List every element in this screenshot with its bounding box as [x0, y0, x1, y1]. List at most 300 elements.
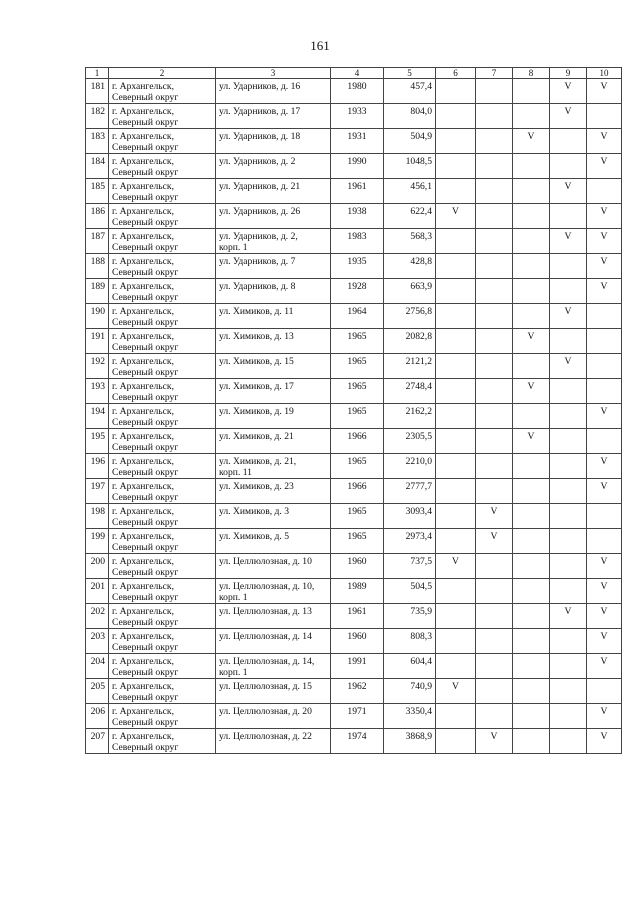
mark-cell-10	[587, 479, 622, 504]
area-cell	[384, 554, 436, 579]
area-cell-text: 3868,9	[405, 731, 432, 742]
row-number-cell	[86, 304, 109, 329]
year-cell	[331, 504, 384, 529]
mark-cell-6	[436, 329, 476, 354]
city-cell-text: Северный округ	[112, 567, 179, 578]
table-row	[86, 704, 622, 729]
city-cell-text: Северный округ	[112, 467, 179, 478]
row-number-cell-text: 192	[90, 356, 105, 367]
mark-cell-6	[436, 154, 476, 179]
row-number-cell	[86, 729, 109, 754]
mark-cell-10	[587, 504, 622, 529]
mark-cell-8	[513, 504, 550, 529]
address-cell	[216, 79, 331, 104]
mark-cell-9	[550, 379, 587, 404]
row-number-cell	[86, 429, 109, 454]
year-cell-text: 1964	[347, 306, 367, 317]
mark-cell-10-text: V	[600, 606, 608, 617]
row-number-cell	[86, 654, 109, 679]
mark-cell-9	[550, 629, 587, 654]
area-cell-text: 2756,8	[405, 306, 432, 317]
mark-cell-9-text: V	[564, 106, 572, 117]
mark-cell-6	[436, 629, 476, 654]
year-cell	[331, 554, 384, 579]
mark-cell-9	[550, 204, 587, 229]
address-cell-text: ул. Целлюлозная, д. 14,	[219, 656, 315, 667]
mark-cell-10	[587, 579, 622, 604]
mark-cell-9	[550, 129, 587, 154]
year-cell-text: 1965	[347, 331, 367, 342]
mark-cell-8	[513, 279, 550, 304]
area-cell	[384, 254, 436, 279]
row-number-cell	[86, 329, 109, 354]
mark-cell-10	[587, 279, 622, 304]
area-cell	[384, 329, 436, 354]
address-cell	[216, 204, 331, 229]
address-cell	[216, 279, 331, 304]
year-cell	[331, 579, 384, 604]
mark-cell-10	[587, 304, 622, 329]
city-cell-text: Северный округ	[112, 142, 179, 153]
row-number-cell	[86, 479, 109, 504]
mark-cell-7	[476, 329, 513, 354]
year-cell	[331, 379, 384, 404]
city-cell-text: г. Архангельск,	[112, 256, 174, 267]
address-cell	[216, 154, 331, 179]
mark-cell-8	[513, 329, 550, 354]
city-cell-text: г. Архангельск,	[112, 306, 174, 317]
mark-cell-9-text: V	[564, 81, 572, 92]
city-cell-text: Северный округ	[112, 442, 179, 453]
year-cell-text: 1980	[347, 81, 367, 92]
city-cell-text: г. Архангельск,	[112, 281, 174, 292]
city-cell-text: г. Архангельск,	[112, 156, 174, 167]
address-cell	[216, 354, 331, 379]
mark-cell-8	[513, 204, 550, 229]
row-number-cell-text: 194	[90, 406, 105, 417]
mark-cell-7-text: V	[490, 531, 498, 542]
area-cell-text: 2305,5	[405, 431, 432, 442]
mark-cell-7	[476, 704, 513, 729]
row-number-cell	[86, 354, 109, 379]
mark-cell-7	[476, 679, 513, 704]
city-cell-text: Северный округ	[112, 617, 179, 628]
mark-cell-6	[436, 104, 476, 129]
mark-cell-6	[436, 379, 476, 404]
city-cell	[109, 104, 216, 129]
address-cell	[216, 629, 331, 654]
table-row	[86, 104, 622, 129]
mark-cell-9	[550, 679, 587, 704]
area-cell-text: 2121,2	[405, 356, 432, 367]
housing-table	[85, 67, 622, 754]
area-cell	[384, 654, 436, 679]
table-row	[86, 604, 622, 629]
city-cell	[109, 579, 216, 604]
mark-cell-6	[436, 404, 476, 429]
column-header: 8	[513, 68, 550, 79]
area-cell	[384, 529, 436, 554]
year-cell	[331, 229, 384, 254]
year-cell	[331, 604, 384, 629]
area-cell	[384, 679, 436, 704]
year-cell	[331, 129, 384, 154]
city-cell-text: г. Архангельск,	[112, 731, 174, 742]
address-cell	[216, 254, 331, 279]
row-number-cell-text: 202	[90, 606, 105, 617]
address-cell	[216, 704, 331, 729]
area-cell	[384, 404, 436, 429]
city-cell-text: Северный округ	[112, 167, 179, 178]
row-number-cell-text: 181	[90, 81, 105, 92]
address-cell-text: ул. Целлюлозная, д. 14	[219, 631, 312, 642]
city-cell-text: г. Архангельск,	[112, 481, 174, 492]
address-cell-text: ул. Химиков, д. 21	[219, 431, 294, 442]
address-cell	[216, 229, 331, 254]
mark-cell-10	[587, 79, 622, 104]
year-cell	[331, 154, 384, 179]
row-number-cell-text: 201	[90, 581, 105, 592]
row-number-cell-text: 184	[90, 156, 105, 167]
mark-cell-10-text: V	[600, 656, 608, 667]
mark-cell-10-text: V	[600, 481, 608, 492]
mark-cell-6	[436, 604, 476, 629]
row-number-cell	[86, 129, 109, 154]
mark-cell-10	[587, 104, 622, 129]
city-cell	[109, 354, 216, 379]
row-number-cell	[86, 629, 109, 654]
mark-cell-8-text: V	[527, 331, 535, 342]
mark-cell-9	[550, 479, 587, 504]
address-cell	[216, 504, 331, 529]
mark-cell-9	[550, 654, 587, 679]
year-cell	[331, 629, 384, 654]
area-cell-text: 2082,8	[405, 331, 432, 342]
mark-cell-8	[513, 629, 550, 654]
row-number-cell-text: 195	[90, 431, 105, 442]
city-cell-text: г. Архангельск,	[112, 331, 174, 342]
year-cell	[331, 104, 384, 129]
city-cell-text: Северный округ	[112, 542, 179, 553]
address-cell	[216, 404, 331, 429]
table-row	[86, 354, 622, 379]
mark-cell-8-text: V	[527, 131, 535, 142]
mark-cell-8	[513, 79, 550, 104]
area-cell	[384, 379, 436, 404]
mark-cell-10-text: V	[600, 131, 608, 142]
city-cell-text: г. Архангельск,	[112, 706, 174, 717]
mark-cell-10-text: V	[600, 456, 608, 467]
mark-cell-7	[476, 604, 513, 629]
year-cell	[331, 354, 384, 379]
address-cell-text: ул. Химиков, д. 5	[219, 531, 289, 542]
city-cell-text: Северный округ	[112, 742, 179, 753]
mark-cell-9	[550, 104, 587, 129]
address-cell-text: ул. Целлюлозная, д. 13	[219, 606, 312, 617]
row-number-cell	[86, 204, 109, 229]
mark-cell-8	[513, 479, 550, 504]
mark-cell-7	[476, 504, 513, 529]
city-cell-text: Северный округ	[112, 692, 179, 703]
mark-cell-7	[476, 179, 513, 204]
mark-cell-8	[513, 179, 550, 204]
address-cell-text: ул. Ударников, д. 17	[219, 106, 301, 117]
city-cell-text: г. Архангельск,	[112, 231, 174, 242]
mark-cell-6	[436, 554, 476, 579]
mark-cell-10	[587, 429, 622, 454]
mark-cell-7	[476, 729, 513, 754]
area-cell	[384, 79, 436, 104]
year-cell-text: 1990	[347, 156, 367, 167]
mark-cell-10	[587, 254, 622, 279]
area-cell	[384, 129, 436, 154]
mark-cell-6	[436, 704, 476, 729]
year-cell-text: 1935	[347, 256, 367, 267]
mark-cell-8	[513, 304, 550, 329]
mark-cell-6	[436, 729, 476, 754]
mark-cell-10	[587, 204, 622, 229]
table-row	[86, 429, 622, 454]
row-number-cell	[86, 529, 109, 554]
area-cell-text: 604,4	[410, 656, 432, 667]
mark-cell-7	[476, 654, 513, 679]
area-cell	[384, 304, 436, 329]
year-cell-text: 1961	[347, 181, 367, 192]
mark-cell-6	[436, 229, 476, 254]
area-cell	[384, 729, 436, 754]
year-cell-text: 1965	[347, 456, 367, 467]
address-cell-text: ул. Ударников, д. 26	[219, 206, 301, 217]
year-cell-text: 1938	[347, 206, 367, 217]
mark-cell-10-text: V	[600, 231, 608, 242]
row-number-cell	[86, 604, 109, 629]
year-cell	[331, 429, 384, 454]
city-cell	[109, 279, 216, 304]
city-cell	[109, 229, 216, 254]
area-cell	[384, 629, 436, 654]
mark-cell-7	[476, 354, 513, 379]
mark-cell-8	[513, 429, 550, 454]
area-cell	[384, 504, 436, 529]
area-cell-text: 3350,4	[405, 706, 432, 717]
table-row	[86, 229, 622, 254]
mark-cell-7	[476, 229, 513, 254]
mark-cell-6-text: V	[452, 556, 459, 567]
mark-cell-8	[513, 154, 550, 179]
city-cell-text: г. Архангельск,	[112, 431, 174, 442]
city-cell-text: г. Архангельск,	[112, 206, 174, 217]
table-row	[86, 579, 622, 604]
area-cell	[384, 479, 436, 504]
year-cell	[331, 529, 384, 554]
mark-cell-6	[436, 654, 476, 679]
address-cell-text: ул. Целлюлозная, д. 15	[219, 681, 312, 692]
mark-cell-6	[436, 79, 476, 104]
year-cell-text: 1962	[347, 681, 367, 692]
mark-cell-6	[436, 529, 476, 554]
row-number-cell-text: 188	[90, 256, 105, 267]
city-cell-text: г. Архангельск,	[112, 181, 174, 192]
mark-cell-10-text: V	[600, 156, 608, 167]
city-cell	[109, 429, 216, 454]
mark-cell-7-text: V	[490, 731, 498, 742]
city-cell-text: Северный округ	[112, 317, 179, 328]
row-number-cell	[86, 504, 109, 529]
year-cell	[331, 204, 384, 229]
mark-cell-8-text: V	[527, 431, 535, 442]
mark-cell-8	[513, 354, 550, 379]
year-cell-text: 1931	[347, 131, 367, 142]
mark-cell-9	[550, 279, 587, 304]
mark-cell-9	[550, 254, 587, 279]
city-cell	[109, 654, 216, 679]
mark-cell-10	[587, 154, 622, 179]
row-number-cell-text: 206	[90, 706, 105, 717]
mark-cell-10-text: V	[600, 256, 608, 267]
mark-cell-10	[587, 629, 622, 654]
area-cell-text: 3093,4	[405, 506, 432, 517]
year-cell	[331, 729, 384, 754]
mark-cell-8	[513, 529, 550, 554]
table-row	[86, 729, 622, 754]
year-cell-text: 1966	[347, 481, 367, 492]
area-cell-text: 808,3	[410, 631, 432, 642]
mark-cell-9-text: V	[564, 356, 572, 367]
year-cell	[331, 254, 384, 279]
mark-cell-10-text: V	[600, 281, 608, 292]
city-cell-text: Северный округ	[112, 517, 179, 528]
area-cell	[384, 429, 436, 454]
area-cell	[384, 204, 436, 229]
year-cell	[331, 654, 384, 679]
mark-cell-9	[550, 329, 587, 354]
area-cell	[384, 579, 436, 604]
year-cell-text: 1971	[347, 706, 367, 717]
mark-cell-9	[550, 604, 587, 629]
mark-cell-6	[436, 679, 476, 704]
area-cell-text: 735,9	[410, 606, 432, 617]
table-row	[86, 679, 622, 704]
row-number-cell	[86, 579, 109, 604]
row-number-cell-text: 187	[90, 231, 105, 242]
mark-cell-7	[476, 629, 513, 654]
row-number-cell	[86, 79, 109, 104]
address-cell	[216, 729, 331, 754]
city-cell-text: г. Архангельск,	[112, 356, 174, 367]
mark-cell-9	[550, 154, 587, 179]
row-number-cell-text: 200	[90, 556, 105, 567]
area-cell-text: 568,3	[410, 231, 432, 242]
mark-cell-10-text: V	[600, 556, 608, 567]
row-number-cell-text: 205	[90, 681, 105, 692]
address-cell-text: ул. Ударников, д. 8	[219, 281, 296, 292]
year-cell-text: 1974	[347, 731, 367, 742]
mark-cell-9	[550, 229, 587, 254]
column-header: 4	[331, 68, 384, 79]
table-row	[86, 654, 622, 679]
city-cell-text: Северный округ	[112, 367, 179, 378]
city-cell	[109, 379, 216, 404]
table-row	[86, 554, 622, 579]
city-cell	[109, 604, 216, 629]
city-cell-text: Северный округ	[112, 292, 179, 303]
address-cell-text: ул. Ударников, д. 21	[219, 181, 301, 192]
mark-cell-7	[476, 454, 513, 479]
address-cell-text: ул. Целлюлозная, д. 22	[219, 731, 312, 742]
area-cell-text: 737,5	[410, 556, 432, 567]
area-cell-text: 456,1	[410, 181, 432, 192]
mark-cell-7	[476, 204, 513, 229]
address-cell	[216, 604, 331, 629]
column-header: 3	[216, 68, 331, 79]
address-cell-text: ул. Ударников, д. 16	[219, 81, 301, 92]
area-cell	[384, 454, 436, 479]
mark-cell-10-text: V	[600, 631, 608, 642]
city-cell	[109, 204, 216, 229]
city-cell-text: г. Архангельск,	[112, 631, 174, 642]
area-cell-text: 1048,5	[405, 156, 432, 167]
year-cell-text: 1989	[347, 581, 367, 592]
table-row	[86, 129, 622, 154]
mark-cell-6-text: V	[452, 681, 459, 692]
table-row	[86, 304, 622, 329]
address-cell-text: ул. Химиков, д. 3	[219, 506, 289, 517]
year-cell-text: 1933	[347, 106, 367, 117]
table-row	[86, 629, 622, 654]
address-cell-text: ул. Ударников, д. 7	[219, 256, 296, 267]
address-cell-text: ул. Химиков, д. 21,	[219, 456, 297, 467]
mark-cell-10	[587, 354, 622, 379]
year-cell	[331, 329, 384, 354]
mark-cell-7	[476, 279, 513, 304]
year-cell-text: 1965	[347, 381, 367, 392]
mark-cell-10-text: V	[600, 406, 608, 417]
mark-cell-9	[550, 179, 587, 204]
city-cell-text: Северный округ	[112, 642, 179, 653]
city-cell-text: Северный округ	[112, 267, 179, 278]
address-cell-text: ул. Целлюлозная, д. 10,	[219, 581, 315, 592]
city-cell-text: г. Архангельск,	[112, 681, 174, 692]
row-number-cell-text: 191	[90, 331, 105, 342]
mark-cell-7	[476, 304, 513, 329]
city-cell	[109, 329, 216, 354]
year-cell	[331, 704, 384, 729]
address-cell-text: ул. Химиков, д. 13	[219, 331, 294, 342]
address-cell-text: ул. Целлюлозная, д. 10	[219, 556, 312, 567]
mark-cell-9-text: V	[564, 231, 572, 242]
city-cell-text: г. Архангельск,	[112, 381, 174, 392]
city-cell-text: Северный округ	[112, 492, 179, 503]
address-cell	[216, 679, 331, 704]
area-cell-text: 2973,4	[405, 531, 432, 542]
address-cell-text: корп. 1	[219, 592, 248, 603]
city-cell	[109, 629, 216, 654]
mark-cell-10	[587, 454, 622, 479]
mark-cell-7	[476, 154, 513, 179]
mark-cell-6	[436, 279, 476, 304]
mark-cell-8	[513, 704, 550, 729]
column-header: 5	[384, 68, 436, 79]
table-row	[86, 504, 622, 529]
mark-cell-10	[587, 229, 622, 254]
city-cell-text: г. Архангельск,	[112, 556, 174, 567]
mark-cell-7	[476, 479, 513, 504]
table-row	[86, 379, 622, 404]
row-number-cell-text: 203	[90, 631, 105, 642]
area-cell-text: 622,4	[410, 206, 432, 217]
mark-cell-9-text: V	[564, 181, 572, 192]
city-cell	[109, 729, 216, 754]
